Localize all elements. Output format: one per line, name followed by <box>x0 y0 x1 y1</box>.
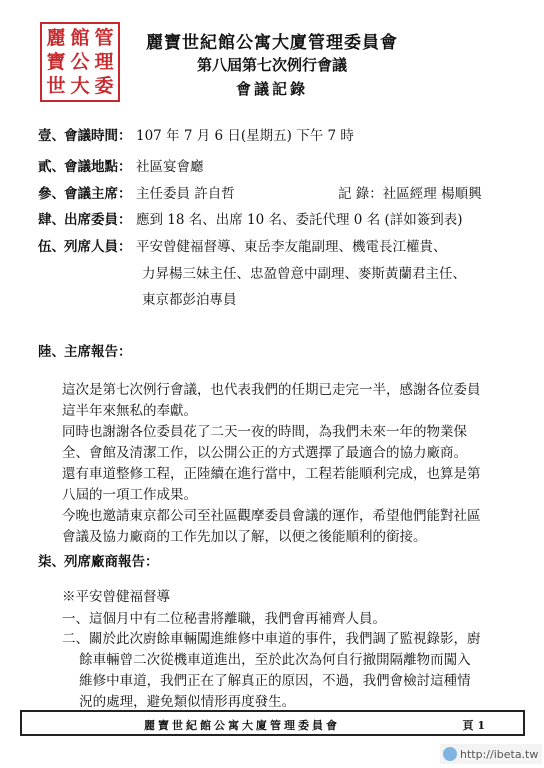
meeting-attendance-row <box>38 208 463 228</box>
meeting-place-label: 會議地點： <box>64 159 132 175</box>
document-title: 麗寶世紀館公寓大廈管理委員會 <box>146 33 398 53</box>
meeting-attendance-label: 出席委員： <box>64 212 132 228</box>
seal-char: 世 <box>46 74 66 97</box>
section-number: 壹、 <box>38 128 65 144</box>
section-number: 柒、 <box>38 554 65 570</box>
meeting-recorder: 記 錄：社區經理 楊順興 <box>338 186 482 202</box>
meeting-attendance-value: 應到 18 名、出席 10 名、委託代理 0 名 (詳如簽到表) <box>136 212 463 228</box>
vendor-name: ※平安曾健福督導 <box>62 589 170 605</box>
meeting-time-value: 107 年 7 月 6 日(星期五) 下午 7 時 <box>136 128 354 144</box>
meeting-place-value: 社區宴會廳 <box>136 159 204 175</box>
meeting-time-row <box>38 124 354 144</box>
seal-char: 寶 <box>46 50 66 73</box>
seal-char: 麗 <box>46 26 66 49</box>
chair-report-line: 這次是第七次例行會議，也代表我們的任期已走完一半，感謝各位委員 <box>62 382 481 398</box>
seal-char: 公 <box>70 50 90 73</box>
vendor-report-heading <box>38 550 159 570</box>
present-line: 力昇楊三妹主任、忠盈曾意中副理、麥斯黃蘭君主任、 <box>142 266 466 282</box>
chair-report-line: 這半年來無私的奉獻。 <box>62 403 197 419</box>
chair-report-label: 主席報告： <box>64 344 132 360</box>
watermark <box>440 744 542 764</box>
section-number: 參、 <box>38 186 65 202</box>
chair-report-line: 今晚也邀請東京都公司至社區觀摩委員會議的運作，希望他們能對社區 <box>62 508 481 524</box>
vendor-item: 一、這個月中有二位秘書將離職，我們會再補齊人員。 <box>62 611 386 627</box>
section-number: 陸、 <box>38 344 65 360</box>
meeting-present-row <box>38 235 447 255</box>
vendor-item: 況的處理，避免類似情形再度發生。 <box>62 694 296 710</box>
chair-report-heading <box>38 340 136 360</box>
chair-report-line: 全、會館及清潔工作，以公開公正的方式選擇了最適合的協力廠商。 <box>62 445 467 461</box>
meeting-chair-value: 主任委員 許自哲 <box>136 186 235 202</box>
present-line: 東京都彭泊專員 <box>142 292 237 308</box>
vendor-item: 二、關於此次廚餘車輛闖進維修中車道的事件，我們調了監視錄影，廚 <box>62 631 481 647</box>
chair-report-line: 八屆的一項工作成果。 <box>62 487 197 503</box>
seal-char: 管 <box>94 26 114 49</box>
page-number: 頁 1 <box>462 719 485 732</box>
seal-char: 大 <box>70 74 90 97</box>
seal-char: 館 <box>70 26 90 49</box>
meeting-chair-row <box>38 182 482 202</box>
present-line: 平安曾健福督導、東岳李友龍副理、機電長江權貴、 <box>136 239 447 255</box>
globe-icon <box>443 747 457 761</box>
watermark-text: http://ibeta.tw <box>460 747 539 761</box>
vendor-item: 維修中車道，我們正在了解真正的原因，不過，我們會檢討這種情 <box>62 673 471 689</box>
chair-report-line: 還有車道整修工程，正陸續在進行當中，工程若能順利完成，也算是第 <box>62 466 481 482</box>
meeting-present-label: 列席人員： <box>64 239 132 255</box>
document-record-label: 會議記錄 <box>235 80 308 98</box>
chair-report-line: 同時也謝謝各位委員花了二天一夜的時間，為我們未來一年的物業保 <box>62 424 467 440</box>
vendor-report-label: 列席廠商報告： <box>64 554 159 570</box>
vendor-item: 餘車輛曾二次從機車道進出，至於此次為何自行撤開隔離物而闖入 <box>62 652 471 668</box>
document-subtitle: 第八屆第七次例行會議 <box>196 56 347 74</box>
page-footer <box>20 710 525 736</box>
meeting-time-label: 會議時間： <box>64 128 132 144</box>
meeting-place-row <box>38 155 204 175</box>
section-number: 肆、 <box>38 212 65 228</box>
section-number: 伍、 <box>38 239 65 255</box>
chair-report-line: 會議及協力廠商的工作先加以了解，以便之後能順利的銜接。 <box>62 529 427 545</box>
meeting-chair-label: 會議主席： <box>64 186 132 202</box>
footer-text: 麗寶世紀館公寓大廈管理委員會 <box>144 719 340 732</box>
section-number: 貳、 <box>38 159 65 175</box>
seal-char: 委 <box>94 74 114 97</box>
seal-char: 理 <box>94 50 114 73</box>
